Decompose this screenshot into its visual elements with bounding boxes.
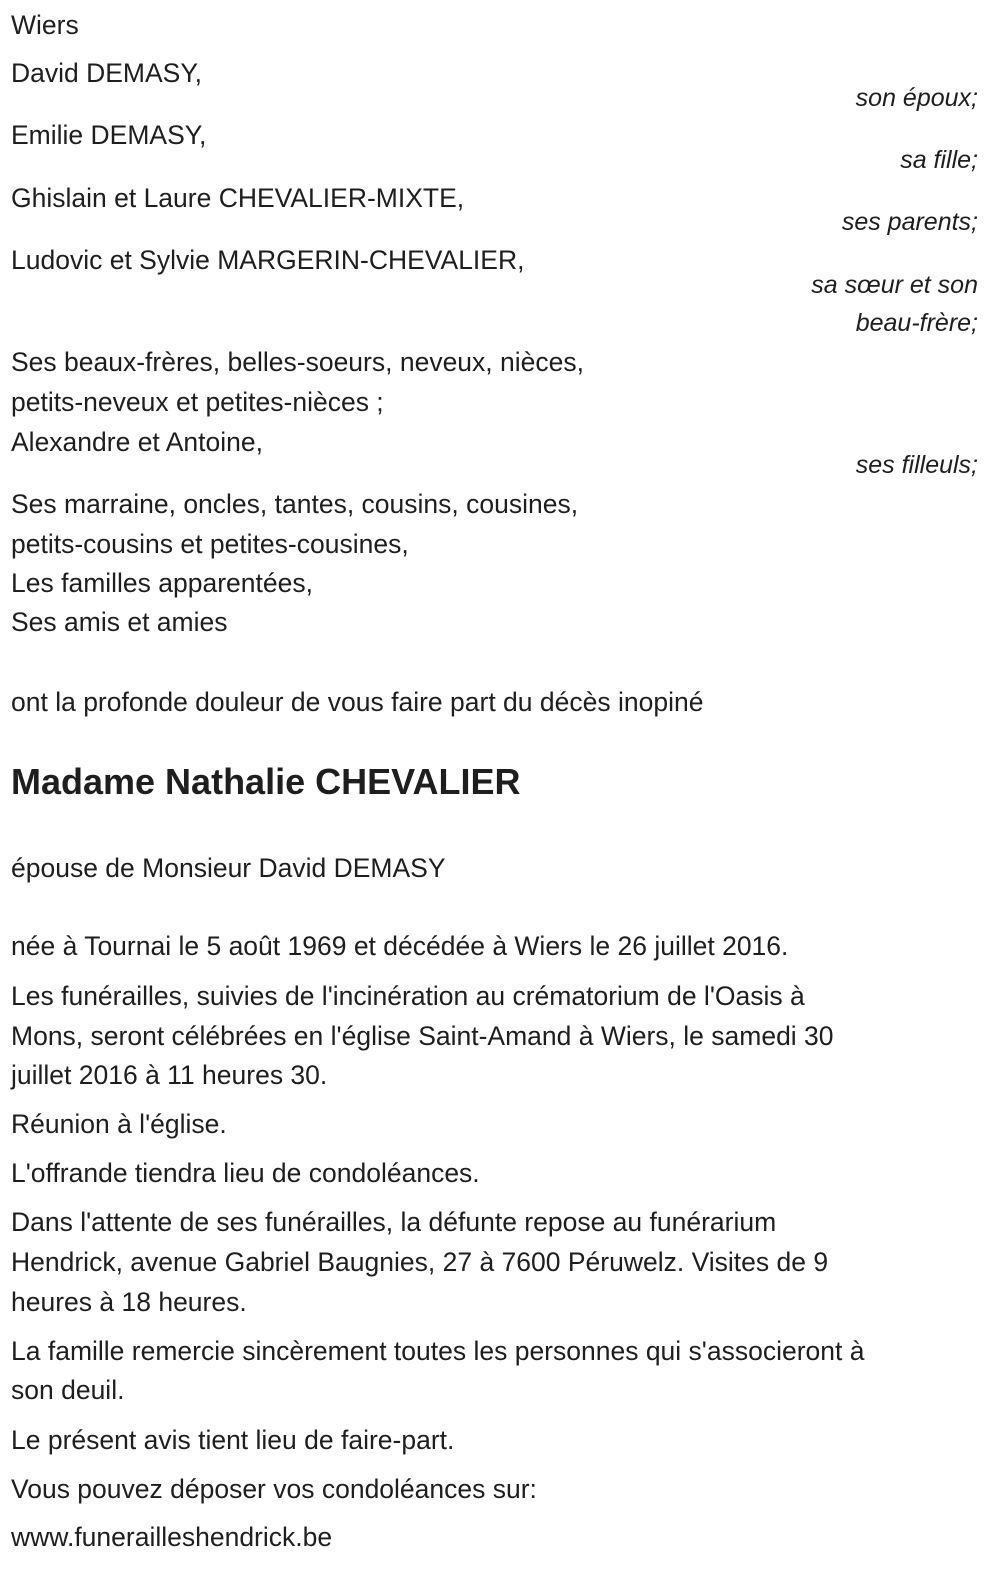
funeral-line: Mons, seront célébrées en l'église Saint-Amand à Wiers, le samedi 30 — [11, 1021, 834, 1051]
funeral-line: juillet 2016 à 11 heures 30. — [11, 1060, 328, 1090]
relatives-line: Ses beaux-frères, belles-soeurs, neveux, nièces, — [11, 347, 584, 377]
thanks-line: La famille remercie sincèrement toutes les personnes qui s'associeront à — [11, 1336, 865, 1366]
repose-line: Dans l'attente de ses funérailles, la défunte repose au funérarium — [11, 1207, 777, 1237]
family-relation: ses parents; — [841, 208, 978, 236]
place: Wiers — [11, 10, 79, 40]
offering: L'offrande tiendra lieu de condoléances. — [11, 1158, 480, 1188]
deceased-name: Madame Nathalie CHEVALIER — [11, 761, 521, 802]
family-name: Emilie DEMASY, — [11, 120, 207, 150]
relatives-line: Les familles apparentées, — [11, 568, 313, 598]
relatives-line: Ses amis et amies — [11, 607, 228, 637]
godchildren-relation: ses filleuls; — [855, 451, 978, 479]
relatives-line: Alexandre et Antoine, — [11, 427, 263, 457]
funeral-line: Les funérailles, suivies de l'incinération au crématorium de l'Oasis à — [11, 981, 805, 1011]
relatives-line: petits-cousins et petites-cousines, — [11, 529, 409, 559]
family-name: Ludovic et Sylvie MARGERIN-CHEVALIER, — [11, 245, 525, 275]
family-relation: sa fille; — [900, 146, 978, 174]
relatives-line: petits-neveux et petites-nièces ; — [11, 387, 384, 417]
family-relation: sa sœur et son — [811, 271, 978, 299]
repose-line: heures à 18 heures. — [11, 1287, 247, 1317]
announcement: ont la profonde douleur de vous faire part du décès inopiné — [11, 687, 704, 717]
notice: Le présent avis tient lieu de faire-part. — [11, 1425, 455, 1455]
birth-death: née à Tournai le 5 août 1969 et décédée à Wiers le 26 juillet 2016. — [11, 931, 789, 961]
relatives-line: Ses marraine, oncles, tantes, cousins, cousines, — [11, 489, 579, 519]
thanks-line: son deuil. — [11, 1375, 125, 1405]
family-name: Ghislain et Laure CHEVALIER-MIXTE, — [11, 183, 465, 213]
repose-line: Hendrick, avenue Gabriel Baugnies, 27 à 7600 Péruwelz. Visites de 9 — [11, 1247, 829, 1277]
family-relation: son époux; — [855, 84, 978, 112]
family-relation: beau-frère; — [855, 309, 978, 337]
family-name: David DEMASY, — [11, 58, 202, 88]
website-link[interactable]: www.funerailleshendrick.be — [11, 1522, 333, 1552]
condolences-label: Vous pouvez déposer vos condoléances sur: — [11, 1474, 537, 1504]
meeting: Réunion à l'église. — [11, 1109, 227, 1139]
spouse-line: épouse de Monsieur David DEMASY — [11, 853, 446, 883]
